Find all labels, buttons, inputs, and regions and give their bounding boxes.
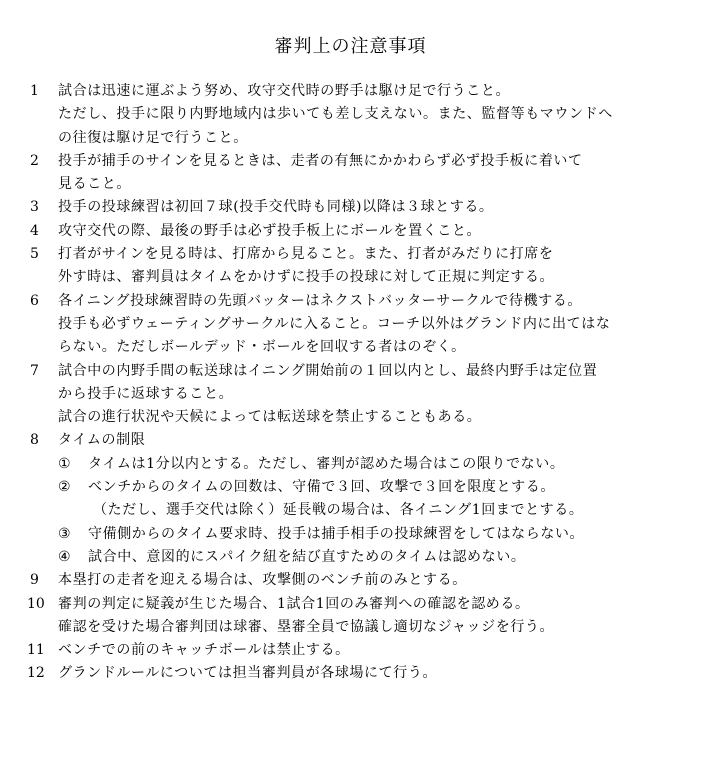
sub-rule-text: タイムは1分以内とする。ただし、審判が認めた場合はこの限りでない。 (88, 455, 565, 472)
rule-text: の往復は駆け足で行うこと。 (58, 129, 248, 146)
sub-rule-line (0, 523, 701, 546)
sub-rule-text: 守備側からのタイム要求時、投手は捕手相手の投球練習をしてはならない。 (88, 525, 585, 542)
rule-number: 11 (27, 642, 45, 659)
rule-line (0, 569, 701, 592)
rule-number: 5 (30, 246, 39, 263)
rule-line (0, 196, 701, 219)
rule-number: 6 (30, 292, 39, 309)
rule-item (0, 80, 701, 150)
rules-list (0, 80, 701, 686)
rule-item (0, 290, 701, 360)
rule-line (0, 406, 701, 429)
sub-rule-text: 試合中、意図的にスパイク紐を結び直すためのタイムは認めない。 (88, 548, 526, 565)
rule-line (0, 150, 701, 173)
rule-text: 投手も必ずウェーティングサークルに入ること。コーチ以外はグランド内に出てはな (58, 315, 611, 332)
page-title: 審判上の注意事項 (274, 36, 427, 57)
sub-rule-text: ベンチからのタイムの回数は、守備で３回、攻撃で３回を限度とする。 (88, 479, 555, 496)
rule-text: 投手が捕手のサインを見るときは、走者の有無にかかわらず必ず投手板に着いて (58, 152, 583, 169)
sub-rule-text: （ただし、選手交代は除く）延長戦の場合は、各イニング1回までとする。 (93, 502, 584, 519)
rule-item (0, 639, 701, 662)
rule-text: 試合中の内野手間の転送球はイニング開始前の１回以内とし、最終内野手は定位置 (58, 362, 598, 379)
rule-text: ただし、投手に限り内野地域内は歩いても差し支えない。また、監督等もマウンドへ (58, 106, 613, 123)
rule-line (0, 80, 701, 103)
rule-number: 7 (30, 362, 39, 379)
sub-rule-marker: ② (58, 479, 71, 496)
rule-text: ベンチでの前のキャッチボールは禁止する。 (58, 642, 350, 659)
rule-item (0, 150, 701, 197)
rule-line (0, 429, 701, 452)
rule-line (0, 593, 701, 616)
rule-line (0, 360, 701, 383)
rule-number: 4 (30, 222, 39, 239)
rule-number: 9 (30, 572, 39, 589)
rule-number: 1 (30, 83, 39, 99)
sub-rule-line (0, 453, 701, 476)
rule-text: 外す時は、審判員はタイムをかけずに投手の投球に対して正規に判定する。 (58, 269, 555, 286)
rule-line (0, 616, 701, 639)
rule-text: 打者がサインを見る時は、打席から見ること。また、打者がみだりに打席を (58, 246, 554, 263)
rule-text: らない。ただしボールデッド・ボールを回収する者はのぞく。 (58, 339, 466, 356)
rule-item (0, 569, 701, 592)
sub-rule-marker: ① (58, 455, 71, 472)
rule-line (0, 639, 701, 662)
rule-number: 3 (30, 199, 39, 216)
rule-line (0, 336, 701, 359)
rule-item (0, 360, 701, 430)
rule-line (0, 290, 701, 313)
rule-line (0, 383, 701, 406)
rule-line (0, 127, 701, 150)
rule-text: から投手に返球すること。 (58, 385, 234, 402)
rule-text: 試合は迅速に運ぶよう努め、攻守交代時の野手は駆け足で行うこと。 (58, 83, 511, 99)
rule-number: 12 (27, 665, 45, 682)
rule-line (0, 243, 701, 266)
rule-line (0, 266, 701, 289)
rule-text: 投手の投球練習は初回７球(投手交代時も同様)以降は３球とする。 (58, 199, 494, 216)
rule-text: 審判の判定に疑義が生じた場合、1試合1回のみ審判への確認を認める。 (58, 595, 530, 612)
sub-rule-marker: ③ (58, 525, 71, 542)
rule-line (0, 173, 701, 196)
rule-line (0, 103, 701, 126)
rule-text: 攻守交代の際、最後の野手は必ず投手板上にボールを置くこと。 (58, 222, 482, 239)
rule-line (0, 220, 701, 243)
rule-item (0, 243, 701, 290)
rule-item (0, 220, 701, 243)
rule-line (0, 662, 701, 685)
rule-text: タイムの制限 (58, 432, 146, 449)
rule-text: 試合の進行状況や天候によっては転送球を禁止することもある。 (58, 409, 482, 426)
rule-text: 各イニング投球練習時の先頭バッターはネクストバッターサークルで待機する。 (58, 292, 582, 309)
rule-text: 確認を受けた場合審判団は球審、塁審全員で協議し適切なジャッジを行う。 (58, 618, 555, 635)
rule-text: 本塁打の走者を迎える場合は、攻撃側のベンチ前のみとする。 (58, 572, 467, 589)
sub-rule-marker: ④ (58, 548, 71, 565)
rule-number: 2 (30, 152, 39, 169)
rule-text: 見ること。 (58, 176, 131, 193)
sub-rule-line (0, 476, 701, 499)
sub-rule-line (0, 499, 701, 522)
rule-item (0, 593, 701, 640)
rule-item (0, 429, 701, 569)
rule-item (0, 662, 701, 685)
sub-rule-line (0, 546, 701, 569)
rule-number: 10 (27, 595, 45, 612)
rule-number: 8 (30, 432, 39, 449)
rule-text: グランドルールについては担当審判員が各球場にて行う。 (58, 665, 438, 682)
rule-line (0, 313, 701, 336)
rule-item (0, 196, 701, 219)
